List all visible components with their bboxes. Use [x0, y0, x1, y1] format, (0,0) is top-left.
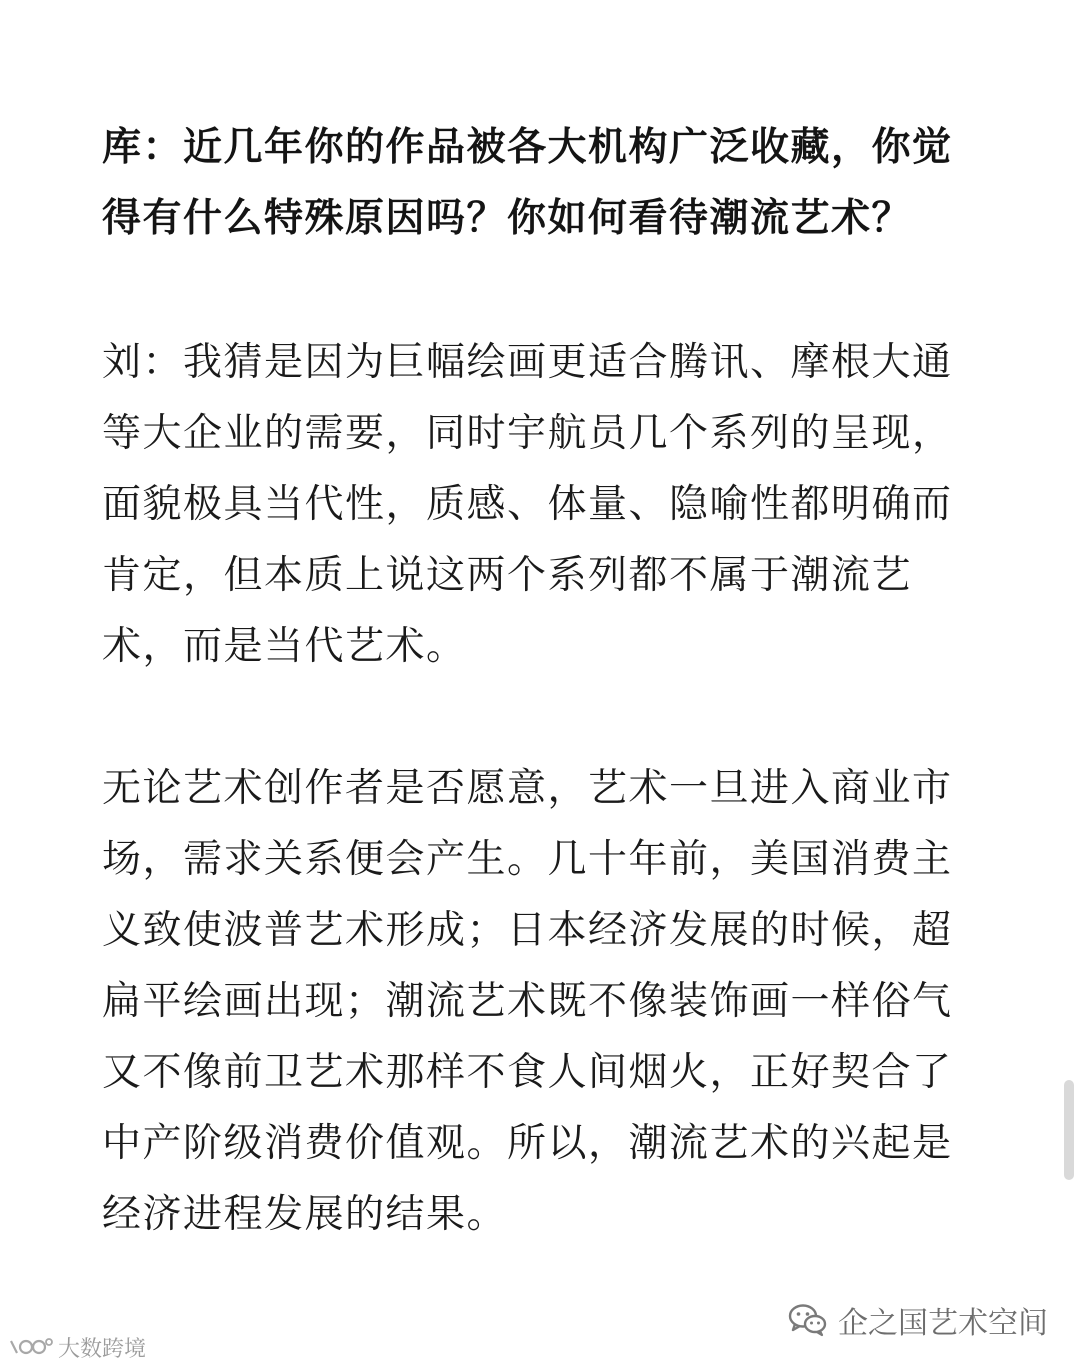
source-watermark [8, 1332, 146, 1363]
article-body [102, 112, 982, 1250]
answer-paragraph-2: 无论艺术创作者是否愿意，艺术一旦进入商业市场，需求关系便会产生。几十年前，美国消费主义致使波普艺术形成；日本经济发展的时候，超扁平绘画出现；潮流艺术既不像装饰画一样俗气又不像前卫艺术那样不食人间烟火，正好契合了中产阶级消费价值观。所以，潮流艺术的兴起是经济进程发展的结果。 [102, 766, 953, 1237]
account-watermark [788, 1298, 1048, 1342]
question-paragraph: 库：近几年你的作品被各大机构广泛收藏，你觉得有什么特殊原因吗？你如何看待潮流艺术？ [102, 125, 953, 241]
logo-icon [8, 1335, 54, 1361]
scrollbar-thumb[interactable] [1064, 1080, 1074, 1180]
account-name: 企之国艺术空间 [838, 1306, 1048, 1341]
answer-paragraph-1: 刘：我猜是因为巨幅绘画更适合腾讯、摩根大通等大企业的需要，同时宇航员几个系列的呈现，面貌极具当代性，质感、体量、隐喻性都明确而肯定，但本质上说这两个系列都不属于潮流艺术，而是当代艺术。 [102, 340, 953, 669]
wechat-icon [788, 1303, 828, 1337]
source-name: 大数跨境 [58, 1337, 147, 1362]
